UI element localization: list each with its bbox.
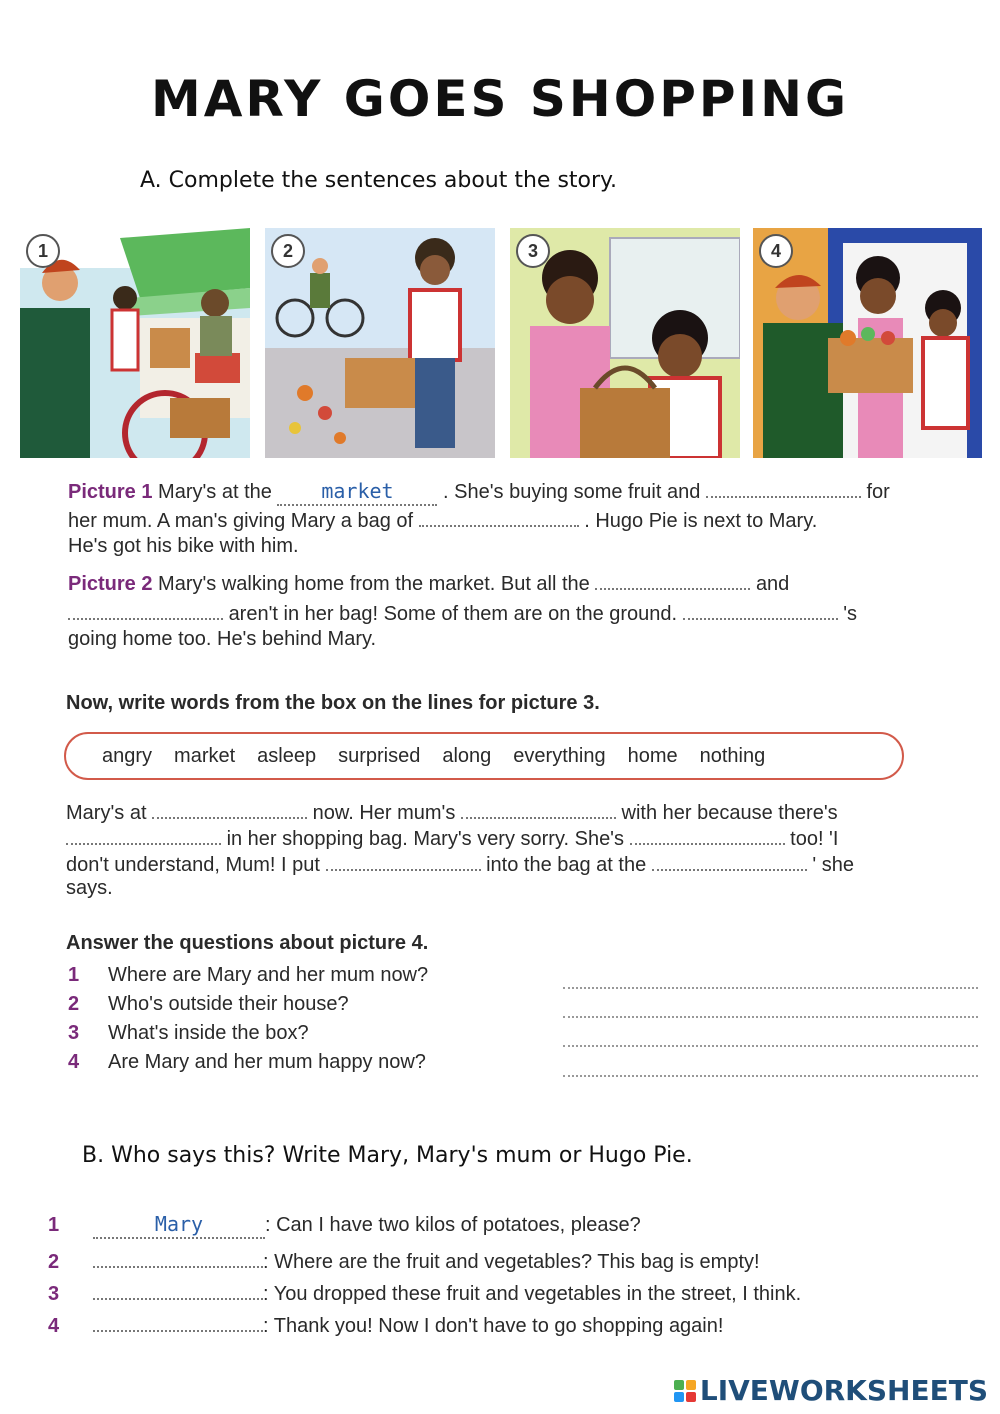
answer-blank[interactable] [93, 1244, 263, 1268]
text: in her shopping bag. Mary's very sorry. She's [226, 828, 625, 850]
question-2 [68, 993, 349, 1016]
question-number: 1 [68, 964, 80, 986]
answer-blank[interactable] [68, 596, 223, 620]
question-1 [68, 964, 428, 987]
text: for [866, 481, 890, 503]
item-text: : You dropped these fruit and vegetables in the street, I think. [263, 1283, 802, 1305]
liveworksheets-logo [674, 1374, 988, 1407]
text: 's [843, 603, 858, 625]
panel-2 [265, 228, 495, 458]
logo-icon [674, 1380, 696, 1402]
answer-blank[interactable] [630, 821, 785, 845]
section-a-instruction: A. Complete the sentences about the story. [140, 168, 617, 193]
answer-line-2[interactable] [563, 1014, 978, 1018]
word-item: asleep [257, 744, 317, 767]
picture1-line3: He's got his bike with him. [68, 535, 299, 557]
question-text: Who's outside their house? [108, 993, 349, 1015]
word-item: home [627, 744, 678, 767]
b-item-3 [48, 1276, 801, 1309]
item-number: 3 [48, 1283, 60, 1305]
question-text: Are Mary and her mum happy now? [108, 1051, 426, 1073]
word-item: everything [513, 744, 606, 767]
text: with her because there's [621, 802, 838, 824]
answer-blank[interactable] [683, 596, 838, 620]
question-4 [68, 1051, 426, 1074]
section-b-instruction: B. Who says this? Write Mary, Mary's mum or Hugo Pie. [82, 1143, 693, 1168]
picture2-label: Picture 2 [68, 573, 153, 595]
picture4-heading: Answer the questions about picture 4. [66, 932, 429, 954]
text: ' she [812, 854, 854, 876]
answer-line-3[interactable] [563, 1043, 978, 1047]
answer-line-1[interactable] [563, 985, 978, 989]
answer-blank[interactable] [595, 566, 750, 590]
story-panels [20, 228, 982, 458]
text: Mary's walking home from the market. But all the [158, 573, 590, 595]
word-item: nothing [699, 744, 766, 767]
question-3 [68, 1022, 309, 1045]
item-number: 4 [48, 1315, 60, 1337]
panel-1 [20, 228, 250, 458]
text: . She's buying some fruit and [443, 481, 701, 503]
text: and [755, 573, 790, 595]
text: Mary's at [66, 802, 147, 824]
picture3-line4: says. [66, 877, 113, 899]
answer-blank-mary[interactable]: Mary [93, 1213, 265, 1239]
panel-number: 2 [271, 234, 305, 268]
picture3-line3 [66, 847, 854, 880]
text: too! 'I [790, 828, 839, 850]
answer-blank[interactable] [326, 847, 481, 871]
answer-blank[interactable] [93, 1308, 263, 1332]
text: don't understand, Mum! I put [66, 854, 320, 876]
word-box [64, 732, 904, 780]
item-number: 2 [48, 1251, 60, 1273]
item-text: : Where are the fruit and vegetables? This bag is empty! [263, 1251, 760, 1273]
question-number: 4 [68, 1051, 80, 1073]
logo-text: LIVEWORKSHEETS [699, 1374, 988, 1407]
question-text: What's inside the box? [108, 1022, 309, 1044]
text: her mum. A man's giving Mary a bag of [68, 510, 414, 532]
b-item-2 [48, 1244, 760, 1277]
page-title: MARY GOES SHOPPING [150, 70, 850, 128]
question-number: 2 [68, 993, 80, 1015]
item-text: : Can I have two kilos of potatoes, please? [265, 1214, 641, 1236]
answer-blank[interactable] [93, 1276, 263, 1300]
question-number: 3 [68, 1022, 80, 1044]
picture2-line1 [68, 566, 789, 599]
panel-number: 1 [26, 234, 60, 268]
answer-blank[interactable] [652, 847, 807, 871]
answer-blank-market[interactable]: market [277, 480, 437, 506]
answer-blank[interactable] [461, 795, 616, 819]
answer-blank[interactable] [152, 795, 307, 819]
item-text: : Thank you! Now I don't have to go shopping again! [263, 1315, 724, 1337]
panel-number: 4 [759, 234, 793, 268]
question-text: Where are Mary and her mum now? [108, 964, 429, 986]
picture2-line3: going home too. He's behind Mary. [68, 628, 377, 650]
answer-blank[interactable] [706, 474, 861, 498]
panel-number: 3 [516, 234, 550, 268]
answer-blank[interactable] [419, 503, 579, 527]
text: Mary's at the [158, 481, 272, 503]
picture1-label: Picture 1 [68, 481, 153, 503]
word-item: along [442, 744, 492, 767]
panel-4 [753, 228, 982, 458]
text: into the bag at the [486, 854, 647, 876]
text: now. Her mum's [312, 802, 456, 824]
b-item-4 [48, 1308, 723, 1341]
word-item: surprised [338, 744, 421, 767]
answer-blank[interactable] [66, 821, 221, 845]
answer-line-4[interactable] [563, 1073, 978, 1077]
item-number: 1 [48, 1214, 60, 1236]
text: aren't in her bag! Some of them are on the ground. [228, 603, 678, 625]
word-item: market [174, 744, 236, 767]
word-item: angry [102, 744, 153, 767]
b-item-1 [48, 1211, 641, 1240]
picture3-heading: Now, write words from the box on the lines for picture 3. [66, 692, 600, 714]
panel-3 [510, 228, 740, 458]
text: . Hugo Pie is next to Mary. [584, 510, 818, 532]
